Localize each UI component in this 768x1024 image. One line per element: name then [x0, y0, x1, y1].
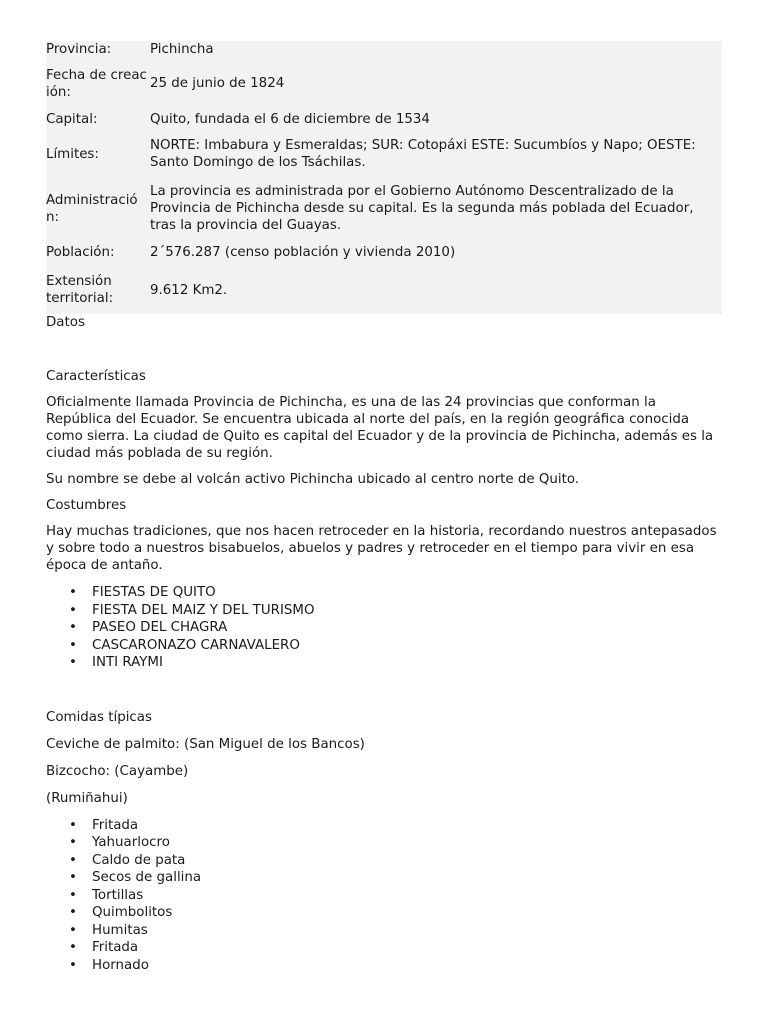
info-value: NORTE: Imbabura y Esmeraldas; SUR: Cotopáxi ESTE: Sucumbíos y Napo; OESTE: Santo Domingo de los Tsáchilas. — [150, 138, 696, 170]
list-item-text: INTI RAYMI — [92, 655, 163, 670]
bullet-icon: • — [69, 922, 77, 938]
list-item-text: Secos de gallina — [92, 870, 202, 885]
bullet-icon: • — [69, 870, 77, 885]
list-item — [46, 852, 722, 870]
bullet-icon: • — [69, 852, 77, 868]
list-item-text: Caldo de pata — [92, 852, 186, 868]
caracteristicas-heading: Características — [46, 369, 146, 384]
info-value: La provincia es administrada por el Gobierno Autónomo Descentralizado de la Provincia de Pichincha desde su capital. Es la segunda más poblada del Ecuador, tras la provincia del Guayas. — [150, 184, 694, 233]
list-item — [46, 834, 722, 852]
list-item — [46, 957, 722, 975]
bullet-icon: • — [69, 637, 77, 653]
bullet-icon: • — [69, 817, 77, 833]
list-item — [46, 922, 722, 940]
bullet-icon: • — [69, 835, 77, 850]
list-item — [46, 654, 722, 672]
list-item — [46, 869, 722, 887]
datos-label: Datos — [46, 315, 85, 330]
bullet-icon: • — [69, 887, 77, 903]
info-label: Administración: — [46, 192, 138, 225]
bullet-icon: • — [69, 957, 77, 973]
list-item — [46, 904, 722, 922]
comidas-line-1: Ceviche de palmito: (San Miguel de los Bancos) — [46, 736, 365, 752]
list-item-text: PASEO DEL CHAGRA — [92, 620, 228, 635]
bullet-icon: • — [69, 655, 77, 670]
info-label: Capital: — [46, 111, 98, 127]
list-item-text: Hornado — [92, 957, 149, 973]
info-value: Pichincha — [150, 42, 214, 57]
list-item-text: FIESTAS DE QUITO — [92, 585, 216, 600]
comidas-line-2: Bizcocho: (Cayambe) — [46, 763, 189, 779]
comidas-heading: Comidas típicas — [46, 709, 152, 725]
comidas-line-3: (Rumiñahui) — [46, 790, 128, 806]
list-item — [46, 637, 722, 655]
info-label: Población: — [46, 244, 115, 260]
info-row-capital — [46, 109, 722, 129]
list-item-text: Fritada — [92, 940, 139, 955]
info-value: 9.612 Km2. — [150, 282, 228, 298]
info-row-provincia — [46, 41, 722, 58]
info-label: Extensión territorial: — [46, 274, 114, 306]
list-item-text: Humitas — [92, 922, 148, 938]
costumbres-paragraph: Hay muchas tradiciones, que nos hacen retroceder en la historia, recordando nuestros antepasados y sobre todo a nuestros bisabuelos, abuelos y padres y retroceder en el tiempo para vivir en esa época de antaño. — [46, 524, 717, 573]
info-value: 2´576.287 (censo población y vivienda 2010) — [150, 244, 456, 260]
list-item — [46, 584, 722, 602]
bullet-icon: • — [69, 940, 77, 955]
list-item-text: Tortillas — [92, 887, 144, 903]
info-value: 25 de junio de 1824 — [150, 76, 285, 91]
info-row-limites — [46, 129, 722, 179]
list-item-text: Quimbolitos — [92, 905, 173, 920]
info-row-extension — [46, 266, 722, 314]
list-item-text: Fritada — [92, 817, 139, 833]
info-row-poblacion — [46, 238, 722, 266]
info-table — [46, 41, 722, 314]
list-item — [46, 602, 722, 620]
list-item — [46, 817, 722, 835]
bullet-icon: • — [69, 602, 77, 618]
list-item — [46, 619, 722, 637]
list-item — [46, 939, 722, 957]
list-item — [46, 887, 722, 905]
bullet-icon: • — [69, 620, 77, 635]
list-item-text: FIESTA DEL MAIZ Y DEL TURISMO — [92, 602, 315, 618]
info-row-administracion — [46, 179, 722, 238]
info-value: Quito, fundada el 6 de diciembre de 1534 — [150, 111, 430, 127]
costumbres-list — [46, 584, 722, 672]
bullet-icon: • — [69, 905, 77, 920]
info-label: Límites: — [46, 146, 99, 162]
document-page — [46, 41, 722, 974]
list-item-text: Yahuarlocro — [92, 835, 170, 850]
info-row-fecha — [46, 58, 722, 109]
comidas-list — [46, 817, 722, 975]
caracteristicas-paragraph-2: Su nombre se debe al volcán activo Pichincha ubicado al centro norte de Quito. — [46, 472, 580, 487]
caracteristicas-paragraph-1: Oficialmente llamada Provincia de Pichincha, es una de las 24 provincias que conforman la República del Ecuador. Se encuentra ubicada al norte del país, en la región geográfica conocida como sierra. La ciudad de Quito es capital del Ecuador y de la provincia de Pichincha, además es la ciudad más poblada de su región. — [46, 395, 714, 461]
bullet-icon: • — [69, 585, 77, 600]
info-label: Provincia: — [46, 42, 112, 57]
costumbres-heading: Costumbres — [46, 498, 127, 513]
info-label: Fecha de creación: — [46, 67, 147, 100]
list-item-text: CASCARONAZO CARNAVALERO — [92, 637, 300, 653]
